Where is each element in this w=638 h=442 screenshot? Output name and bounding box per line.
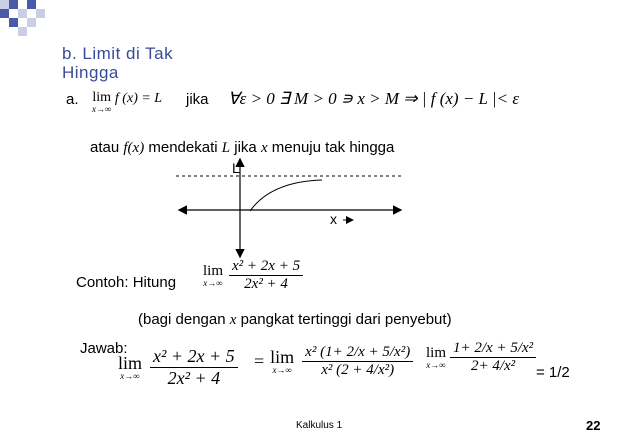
atau-mid2: jika	[230, 139, 261, 156]
contoh-fraction	[229, 258, 303, 293]
footer-text: Kalkulus 1	[296, 420, 343, 431]
contoh-lim	[203, 264, 223, 288]
jawab-lim-sub-2: x→∞	[272, 365, 292, 375]
bagi-x: x	[229, 312, 237, 328]
jawab-fraction-3	[450, 340, 536, 375]
contoh-label: Contoh: Hitung	[76, 274, 177, 291]
jawab-step1	[118, 346, 238, 389]
jawab-fraction-1	[150, 346, 238, 389]
jawab-lim-sub-3: x→∞	[426, 359, 446, 370]
jawab-num-1: x² + 2x + 5	[150, 346, 238, 368]
jawab-num-3: 1+ 2/x + 5/x²	[450, 340, 536, 358]
bagi-pre: (bagi dengan	[138, 311, 230, 328]
atau-fx: f(x)	[123, 140, 145, 156]
atau-post: menuju tak hingga	[267, 139, 395, 156]
jawab-label: Jawab:	[80, 340, 128, 357]
jawab-result: = 1/2	[536, 364, 570, 381]
definition-jika: jika	[186, 91, 209, 108]
jawab-num-2: x² (1+ 2/x + 5/x²)	[302, 344, 413, 362]
atau-mid1: mendekati	[144, 139, 222, 156]
jawab-lim-3	[426, 346, 446, 370]
jawab-den-2: x² (2 + 4/x²)	[321, 362, 395, 378]
atau-x: x	[260, 140, 268, 156]
contoh-expression	[203, 258, 303, 293]
jawab-fraction-2	[302, 344, 413, 379]
graph-L-label: L	[232, 160, 240, 176]
contoh-lim-sub: x→∞	[203, 277, 223, 288]
section-title-line2: Hingga	[62, 63, 119, 82]
section-title-line1: b. Limit di Tak	[62, 44, 174, 63]
page-number: 22	[586, 418, 601, 433]
jawab-lim-2	[270, 348, 294, 375]
contoh-denominator: 2x² + 4	[244, 276, 288, 292]
def-lim-word: lim	[92, 90, 112, 105]
def-lim-sub: x→∞	[92, 104, 112, 114]
atau-L: L	[221, 140, 231, 156]
jawab-step3	[426, 340, 536, 375]
function-curve	[250, 180, 322, 211]
jawab-den-3: 2+ 4/x²	[470, 358, 516, 374]
contoh-lim-word: lim	[203, 262, 224, 279]
jawab-lim-word-2: lim	[270, 347, 295, 367]
jawab-lim-word-1: lim	[118, 353, 143, 373]
jawab-lim-word-3: lim	[426, 344, 447, 361]
atau-pre: atau	[90, 139, 124, 156]
jawab-den-1: 2x² + 4	[167, 368, 221, 388]
graph-x-label: x	[330, 211, 337, 227]
bagi-post: pangkat tertinggi dari penyebut)	[236, 311, 452, 328]
jawab-lim-sub-1: x→∞	[120, 371, 140, 381]
item-label-a: a.	[66, 91, 79, 108]
jawab-equals: =	[254, 351, 265, 371]
jawab-step2	[254, 344, 413, 379]
bagi-note	[138, 311, 452, 329]
contoh-numerator: x² + 2x + 5	[229, 258, 303, 276]
jawab-lim-1	[118, 354, 142, 381]
definition-condition: ∀ε > 0 ∃ M > 0 ∍ x > M ⇒ | f (x) − L |< ε	[228, 89, 520, 108]
def-fx: f (x) = L	[114, 91, 163, 106]
